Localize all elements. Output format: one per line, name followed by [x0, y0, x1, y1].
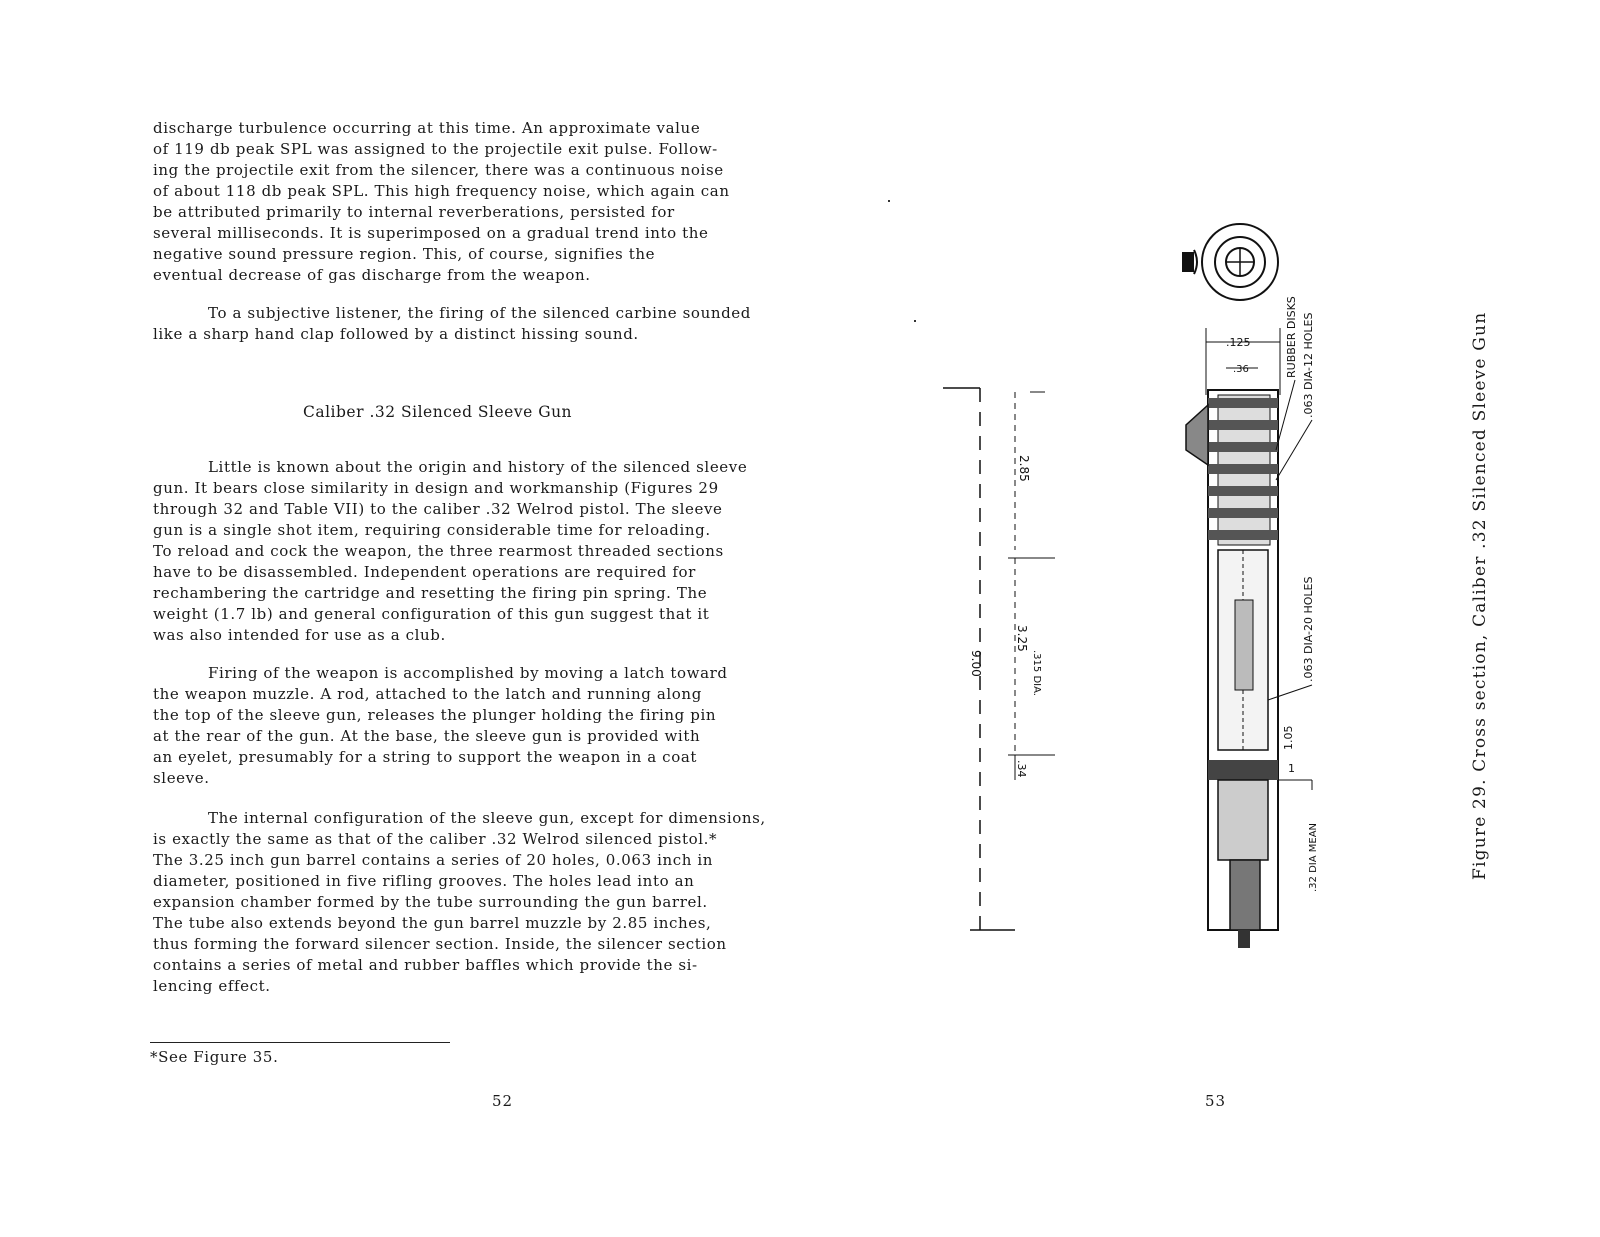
paragraph-firing [153, 663, 833, 789]
text-line: thus forming the forward silencer section. Inside, the silencer section [153, 935, 727, 953]
text-line: discharge turbulence occurring at this time. An approximate value [153, 119, 701, 137]
text-line: be attributed primarily to internal reverberations, persisted for [153, 203, 675, 221]
callouts [1268, 296, 1319, 892]
paragraph-origin [153, 457, 833, 646]
section-heading: Caliber .32 Silenced Sleeve Gun [303, 403, 573, 421]
text-line: The tube also extends beyond the gun barrel muzzle by 2.85 inches, [153, 914, 712, 932]
text-line: like a sharp hand clap followed by a distinct hissing sound. [153, 325, 639, 343]
dim-label: 2.85 [1017, 455, 1031, 482]
dim-label: 9.00 [969, 650, 983, 677]
text-line: Firing of the weapon is accomplished by moving a latch toward [208, 664, 728, 682]
overall-length-dimension [943, 388, 1015, 930]
dim-label: 1.05 [1282, 725, 1295, 750]
text-line: an eyelet, presumably for a string to support the weapon in a coat [153, 748, 697, 766]
text-line: Little is known about the origin and history of the silenced sleeve [208, 458, 748, 476]
text-line: diameter, positioned in five rifling grooves. The holes lead into an [153, 872, 695, 890]
text-line: contains a series of metal and rubber baffles which provide the si- [153, 956, 698, 974]
footnote: *See Figure 35. [150, 1048, 279, 1066]
text-line: The 3.25 inch gun barrel contains a series of 20 holes, 0.063 inch in [153, 851, 714, 869]
text-line: To a subjective listener, the firing of the silenced carbine sounded [208, 304, 751, 322]
paragraph-gas-discharge [153, 118, 833, 286]
callout-label: .063 DIA-20 HOLES [1302, 576, 1315, 682]
text-line: eventual decrease of gas discharge from the weapon. [153, 266, 591, 284]
text-line: weight (1.7 lb) and general configuration of this gun suggest that it [153, 605, 710, 623]
dim-label: 3.25 [1015, 625, 1029, 652]
dim-label: .36 [1233, 364, 1249, 375]
scan-speck [888, 200, 890, 202]
text-line: the top of the sleeve gun, releases the plunger holding the firing pin [153, 706, 717, 724]
callout-label: .32 DIA MEAN [1308, 822, 1319, 892]
text-line: negative sound pressure region. This, of course, signifies the [153, 245, 656, 263]
dim-label: .315 DIA. [1031, 650, 1042, 696]
dim-label: .34 [1015, 760, 1028, 778]
text-line: gun is a single shot item, requiring considerable time for reloading. [153, 521, 711, 539]
text-line: was also intended for use as a club. [153, 626, 446, 644]
text-line: rechambering the cartridge and resetting the firing pin spring. The [153, 584, 708, 602]
text-line: at the rear of the gun. At the base, the sleeve gun is provided with [153, 727, 701, 745]
cross-section-drawing [969, 220, 1319, 960]
text-line: through 32 and Table VII) to the caliber .32 Welrod pistol. The sleeve [153, 500, 723, 518]
callout-label: RUBBER DISKS [1285, 296, 1298, 378]
text-line: of 119 db peak SPL was assigned to the projectile exit pulse. Follow- [153, 140, 718, 158]
text-line: ing the projectile exit from the silencer, there was a continuous noise [153, 161, 724, 179]
right-page [900, 0, 1600, 1237]
dim-label: .125 [1226, 336, 1251, 349]
text-line: is exactly the same as that of the caliber .32 Welrod silenced pistol.* [153, 830, 718, 848]
paragraph-internal-config [153, 808, 833, 997]
callout-label: .063 DIA-12 HOLES [1302, 312, 1315, 418]
paragraph-subjective-listener [153, 303, 833, 345]
text-line: of about 118 db peak SPL. This high frequency noise, which again can [153, 182, 730, 200]
footnote-divider [150, 1042, 450, 1043]
page-number: 52 [492, 1092, 514, 1110]
text-line: To reload and cock the weapon, the three rearmost threaded sections [153, 542, 724, 560]
page-number: 53 [1205, 1092, 1227, 1110]
text-line: lencing effect. [153, 977, 271, 995]
text-line: expansion chamber formed by the tube surrounding the gun barrel. [153, 893, 708, 911]
end-view [1182, 224, 1278, 300]
text-line: gun. It bears close similarity in design and workmanship (Figures 29 [153, 479, 719, 497]
dim-label: 1 [1288, 762, 1295, 775]
text-line: have to be disassembled. Independent operations are required for [153, 563, 696, 581]
scan-speck [914, 320, 916, 322]
text-line: the weapon muzzle. A rod, attached to the latch and running along [153, 685, 702, 703]
figure-caption: Figure 29. Cross section, Caliber .32 Silenced Sleeve Gun [1470, 311, 1490, 880]
text-line: The internal configuration of the sleeve gun, except for dimensions, [208, 809, 766, 827]
gun-body [1186, 390, 1278, 948]
text-line: sleeve. [153, 769, 210, 787]
section-dimensions [1008, 392, 1055, 780]
text-line: several milliseconds. It is superimposed on a gradual trend into the [153, 224, 709, 242]
top-dimensions [1206, 328, 1280, 395]
